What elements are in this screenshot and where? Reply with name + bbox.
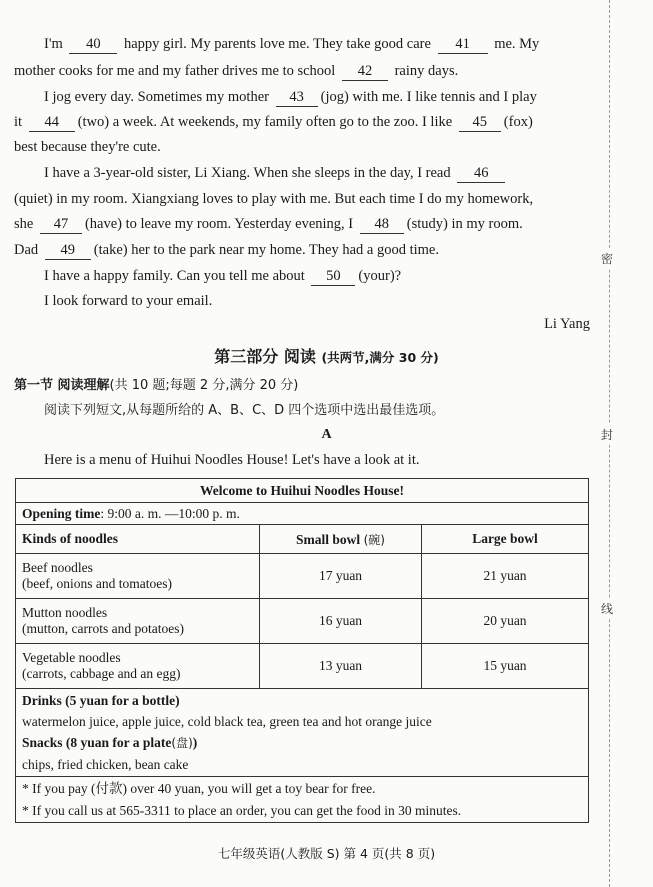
letter-text: me. My bbox=[490, 36, 540, 52]
passage-letter: A bbox=[321, 427, 332, 442]
menu-title: Welcome to Huihui Noodles House! bbox=[16, 479, 589, 503]
answer-blank[interactable]: 41 bbox=[438, 36, 488, 54]
noodle-desc: (carrots, cabbage and an egg) bbox=[22, 666, 181, 681]
small-price: 16 yuan bbox=[260, 599, 422, 644]
letter-text: it bbox=[14, 114, 26, 130]
section-heading-sub: (共 10 题;每题 2 分,满分 20 分) bbox=[109, 378, 299, 393]
answer-blank[interactable]: 40 bbox=[69, 36, 117, 54]
answer-blank[interactable]: 44 bbox=[29, 114, 75, 132]
answer-blank[interactable]: 47 bbox=[40, 216, 82, 234]
letter-text: I'm bbox=[44, 36, 67, 52]
letter-line bbox=[14, 189, 590, 209]
small-price: 17 yuan bbox=[260, 554, 422, 599]
answer-blank[interactable]: 45 bbox=[459, 114, 501, 132]
noodle-name: Mutton noodles bbox=[22, 605, 108, 620]
letter-signature: Li Yang bbox=[544, 316, 590, 332]
letter-line bbox=[44, 291, 590, 311]
snacks-price-a: (8 yuan for a plate bbox=[65, 735, 172, 750]
note-pay: * If you pay (付款) over 40 yuan, you will get a toy bear for free. bbox=[22, 780, 376, 796]
drinks-snacks bbox=[16, 689, 589, 777]
answer-blank[interactable]: 48 bbox=[360, 216, 404, 234]
part-heading-main: 第三部分 阅读 bbox=[214, 347, 316, 366]
letter-text: rainy days. bbox=[390, 63, 459, 79]
table-row bbox=[16, 599, 589, 644]
letter-text: (jog) with me. I like tennis and I play bbox=[320, 89, 537, 105]
letter-text: Dad bbox=[14, 242, 42, 258]
header-small-cn: (碗) bbox=[363, 532, 385, 547]
part-heading-sub: (共两节,满分 30 分) bbox=[321, 350, 439, 365]
drinks-heading bbox=[22, 690, 582, 711]
letter-text: (take) her to the park near my home. They had a good time. bbox=[93, 242, 439, 258]
small-price: 13 yuan bbox=[260, 644, 422, 689]
letter-text: (have) to leave my room. Yesterday evening, I bbox=[84, 216, 357, 232]
letter-line bbox=[14, 61, 590, 81]
letter-text: I look forward to your email. bbox=[44, 293, 213, 309]
large-price: 15 yuan bbox=[422, 644, 589, 689]
table-row bbox=[16, 644, 589, 689]
letter-line bbox=[14, 240, 590, 260]
letter-text: happy girl. My parents love me. They take good care bbox=[120, 36, 435, 52]
header-small-label: Small bowl bbox=[296, 531, 361, 547]
large-price: 20 yuan bbox=[422, 599, 589, 644]
letter-line bbox=[14, 214, 590, 234]
letter-line bbox=[14, 112, 590, 132]
letter-line bbox=[44, 163, 590, 183]
answer-blank[interactable]: 49 bbox=[45, 242, 91, 260]
letter-text: she bbox=[14, 216, 37, 232]
margin-mark-mi: 密 bbox=[601, 248, 613, 269]
letter-text: (quiet) in my room. Xiangxiang loves to play with me. But each time I do my homework, bbox=[14, 191, 534, 207]
drinks-title: Drinks bbox=[22, 693, 62, 708]
snacks-heading bbox=[22, 732, 582, 754]
margin-mark-feng: 封 bbox=[601, 424, 613, 445]
letter-text: mother cooks for me and my father drives me to school bbox=[14, 63, 339, 79]
noodle-kind bbox=[16, 599, 260, 644]
large-price: 21 yuan bbox=[422, 554, 589, 599]
letter-line bbox=[44, 266, 590, 286]
letter-text: (study) in my room. bbox=[406, 216, 523, 232]
answer-blank[interactable]: 46 bbox=[457, 165, 505, 183]
noodle-kind bbox=[16, 644, 260, 689]
letter-line bbox=[44, 87, 590, 107]
answer-blank[interactable]: 43 bbox=[276, 89, 318, 107]
letter-text: I jog every day. Sometimes my mother bbox=[44, 89, 273, 105]
noodle-name: Beef noodles bbox=[22, 560, 93, 575]
snacks-price-b: ) bbox=[192, 735, 198, 750]
header-large: Large bowl bbox=[422, 525, 589, 554]
answer-blank[interactable]: 50 bbox=[311, 268, 355, 286]
menu-table bbox=[15, 478, 589, 823]
table-row bbox=[16, 554, 589, 599]
noodle-desc: (mutton, carrots and potatoes) bbox=[22, 621, 184, 636]
header-kinds: Kinds of noodles bbox=[16, 525, 260, 554]
letter-text: best because they're cute. bbox=[14, 139, 161, 155]
noodle-desc: (beef, onions and tomatoes) bbox=[22, 576, 172, 591]
menu-notes bbox=[16, 777, 589, 823]
letter-line bbox=[44, 34, 590, 54]
noodle-name: Vegetable noodles bbox=[22, 650, 121, 665]
noodle-kind bbox=[16, 554, 260, 599]
margin-mark-xian: 线 bbox=[601, 598, 613, 619]
snacks-title: Snacks bbox=[22, 735, 63, 750]
opening-time bbox=[16, 503, 589, 525]
drinks-price: (5 yuan for a bottle) bbox=[65, 693, 180, 708]
opening-label: Opening time bbox=[22, 505, 101, 521]
letter-text: (fox) bbox=[503, 114, 533, 130]
letter-text: (your)? bbox=[358, 268, 402, 284]
drinks-list: watermelon juice, apple juice, cold black tea, green tea and hot orange juice bbox=[22, 714, 432, 729]
opening-value: : 9:00 a. m. —10:00 p. m. bbox=[100, 505, 240, 521]
snacks-price-cn: (盘) bbox=[171, 736, 193, 750]
letter-text: I have a 3-year-old sister, Li Xiang. When she sleeps in the day, I read bbox=[44, 165, 455, 181]
section-heading-main: 第一节 阅读理解 bbox=[14, 378, 110, 393]
passage-intro: Here is a menu of Huihui Noodles House! Let's have a look at it. bbox=[44, 452, 420, 468]
part-heading bbox=[0, 344, 653, 367]
page-footer: 七年级英语(人教版 S) 第 4 页(共 8 页) bbox=[217, 846, 436, 861]
letter-line bbox=[14, 137, 590, 157]
snacks-list: chips, fried chicken, bean cake bbox=[22, 757, 189, 772]
reading-instruction: 阅读下列短文,从每题所给的 A、B、C、D 四个选项中选出最佳选项。 bbox=[44, 403, 445, 418]
answer-blank[interactable]: 42 bbox=[342, 63, 388, 81]
header-small bbox=[260, 525, 422, 554]
note-call: * If you call us at 565-3311 to place an order, you can get the food in 30 minutes. bbox=[22, 802, 462, 818]
section-heading bbox=[14, 374, 298, 393]
letter-text: (two) a week. At weekends, my family often go to the zoo. I like bbox=[77, 114, 456, 130]
letter-text: I have a happy family. Can you tell me about bbox=[44, 268, 309, 284]
